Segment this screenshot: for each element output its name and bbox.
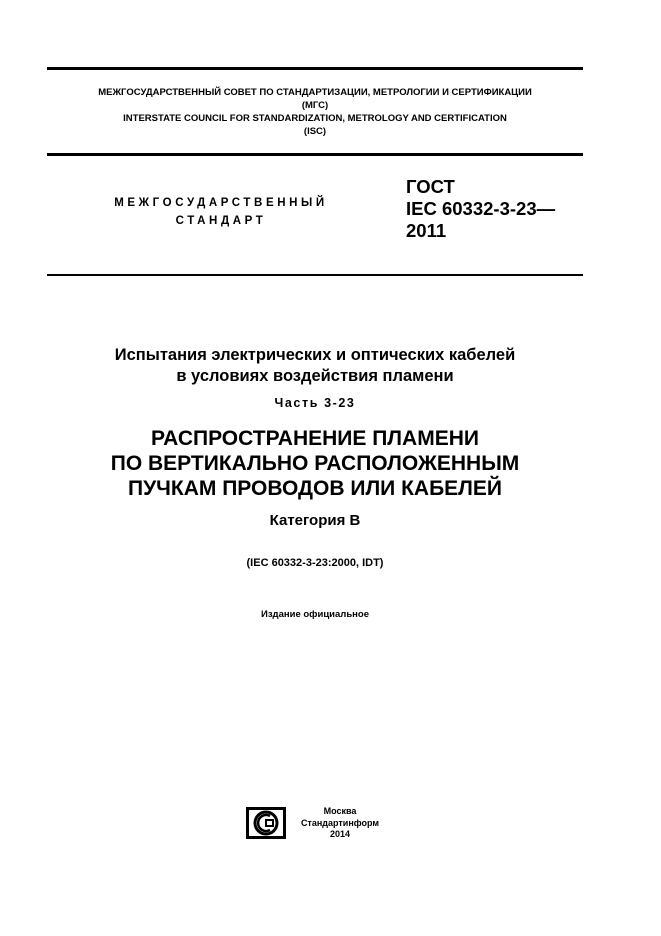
designation (406, 176, 555, 242)
standard-type-line1: МЕЖГОСУДАРСТВЕННЫЙ (114, 197, 328, 209)
council-en-line: INTERSTATE COUNCIL FOR STANDARDIZATION, METROLOGY AND CERTIFICATION (123, 113, 507, 124)
council-divider (47, 153, 583, 156)
subtitle-line2: ПО ВЕРТИКАЛЬНО РАСПОЛОЖЕННЫМ (110, 452, 520, 475)
category: Категория В (269, 512, 361, 529)
council-ru-abbr: (МГС) (301, 100, 329, 111)
main-title (47, 345, 583, 387)
iec-reference: (IEC 60332-3-23:2000, IDT) (246, 557, 384, 569)
main-title-line2: в условиях воздействия пламени (176, 367, 454, 385)
designation-year: 2011 (406, 220, 447, 241)
publisher-name: Стандартинформ (300, 817, 380, 828)
designation-number: IEC 60332-3-23— (406, 198, 556, 219)
top-rule (47, 67, 583, 70)
publisher-year: 2014 (329, 829, 351, 839)
designation-prefix: ГОСТ (406, 176, 455, 197)
publisher-info (290, 806, 390, 841)
standard-type (96, 194, 346, 230)
publisher-city: Москва (323, 806, 357, 816)
subtitle (47, 426, 583, 501)
main-title-line1: Испытания электрических и оптических кабелей (114, 346, 516, 364)
edition-note: Издание официальное (261, 609, 369, 620)
council-en-abbr: (ISC) (303, 126, 327, 137)
header-bottom-rule (47, 274, 583, 276)
subtitle-line1: РАСПРОСТРАНЕНИЕ ПЛАМЕНИ (151, 427, 479, 450)
part-number: Часть 3-23 (274, 396, 356, 410)
subtitle-line3: ПУЧКАМ ПРОВОДОВ ИЛИ КАБЕЛЕЙ (127, 477, 503, 500)
standard-type-line2: СТАНДАРТ (175, 215, 267, 227)
council-ru-line: МЕЖГОСУДАРСТВЕННЫЙ СОВЕТ ПО СТАНДАРТИЗАЦИИ, МЕТРОЛОГИИ И СЕРТИФИКАЦИИ (98, 87, 532, 98)
standartinform-logo-icon (246, 807, 286, 839)
council-block (47, 86, 583, 138)
